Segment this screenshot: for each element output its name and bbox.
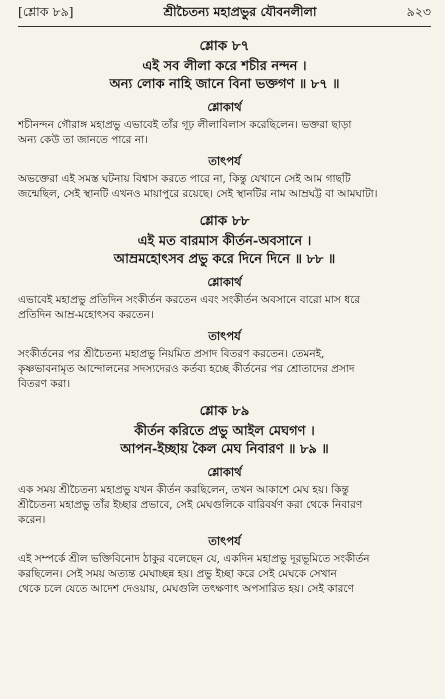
text-line: জন্মেছিল, সেই স্থানটি এখনও মায়াপুরে রয়েছে। সেই স্থানটির নাম আম্রঘট্ট বা আমঘাটা।	[18, 188, 378, 200]
header-verse-ref: [শ্লোক ৮৯]	[18, 4, 74, 19]
text-line: প্রতিদিন আম্র-মহোৎসব করতেন।	[18, 309, 154, 321]
verse-line: আপন-ইচ্ছায় কৈল মেঘ নিবারণ ॥ ৮৯ ॥	[120, 442, 329, 457]
purport-text	[18, 172, 431, 202]
verse-line: এই মত বারমাস কীর্তন-অবসানে ।	[137, 234, 312, 249]
translation-text	[18, 483, 431, 528]
verse-number: শ্লোক ৮৯	[199, 403, 250, 419]
text-line: অন্য কেউ তা জানতে পারে না।	[18, 134, 148, 146]
text-line: এক সময় শ্রীচৈতন্য মহাপ্রভু যখন কীর্তন করছিলেন, তখন আকাশে মেঘ হয়। কিন্তু	[18, 484, 349, 496]
verse-number: শ্লোক ৮৭	[199, 38, 250, 54]
text-line: বিতরণ করা।	[18, 378, 71, 390]
text-line: এই সম্পর্কে শ্রীল ভক্তিবিনোদ ঠাকুর বলেছেন যে, একদিন মহাপ্রভু দূরভূমিতে সংকীর্তন	[18, 553, 370, 565]
verse-section	[18, 400, 431, 597]
text-line: কৃষ্ণভাবনামৃত আন্দোলনের সদস্যদেরও কর্তব্য হচ্ছে কীর্তনের পর শ্রোতাদের প্রসাদ	[18, 363, 355, 375]
text-line: সংকীর্তনের পর শ্রীচৈতন্য মহাপ্রভু নিয়মিত প্রসাদ বিতরণ করতেন। তেমনই,	[18, 348, 325, 360]
verse-line: কীর্তন করিতে প্রভু আইল মেঘগণ ।	[134, 424, 315, 439]
text-line: শ্রীচৈতন্য মহাপ্রভু তাঁর ইচ্ছার প্রভাবে, সেই মেঘগুলিকে বারিবর্ষণ করা থেকে নিবারণ	[18, 499, 363, 511]
translation-label: শ্লোকার্থ	[207, 275, 242, 289]
text-line: করছিলেন। সেই সময় অত্যন্ত মেঘাচ্ছন্ন হয়। প্রভু ইচ্ছা করে সেই মেঘকে সেখান	[18, 568, 337, 580]
text-line: শচীনন্দন গৌরাঙ্গ মহাপ্রভু এভাবেই তাঁর গূঢ় লীলাবিলাস করেছিলেন। ভক্তরা ছাড়া	[18, 119, 352, 131]
translation-text	[18, 118, 431, 148]
verse-section	[18, 210, 431, 392]
verse-line: আম্রমহোৎসব প্রভু করে দিনে দিনে ॥ ৮৮ ॥	[113, 252, 336, 267]
purport-text	[18, 347, 431, 392]
page-number: ৯২৩	[406, 4, 431, 19]
chapter-title: শ্রীচৈতন্য মহাপ্রভুর যৌবনলীলা	[163, 4, 317, 19]
text-line: করেন।	[18, 514, 46, 526]
purport-label: তাৎপর্য	[208, 329, 241, 343]
translation-text	[18, 293, 431, 323]
translation-label: শ্লোকার্থ	[207, 100, 242, 114]
purport-label: তাৎপর্য	[208, 534, 241, 548]
text-line: থেকে চলে যেতে আদেশ দেওয়ায়, মেঘগুলি তৎক্ষণাৎ অপসারিত হয়। সেই কারণে	[18, 583, 354, 595]
text-line: অভক্তেরা এই সমস্ত ঘটনায় বিশ্বাস করতে পারে না, কিন্তু যেখানে সেই আম গাছটি	[18, 173, 351, 185]
text-line: এভাবেই মহাপ্রভু প্রতিদিন সংকীর্তন করতেন এবং সংকীর্তন অবসানে বারো মাস ধরে	[18, 294, 361, 306]
purport-text	[18, 552, 431, 597]
translation-label: শ্লোকার্থ	[207, 465, 242, 479]
page-header	[18, 4, 431, 27]
purport-label: তাৎপর্য	[208, 154, 241, 168]
verse-section	[18, 35, 431, 202]
verse-line: অন্য লোক নাহি জানে বিনা ভক্তগণ ॥ ৮৭ ॥	[109, 77, 340, 92]
verse-number: শ্লোক ৮৮	[199, 213, 250, 229]
verse-line: এই সব লীলা করে শচীর নন্দন ।	[142, 59, 307, 74]
